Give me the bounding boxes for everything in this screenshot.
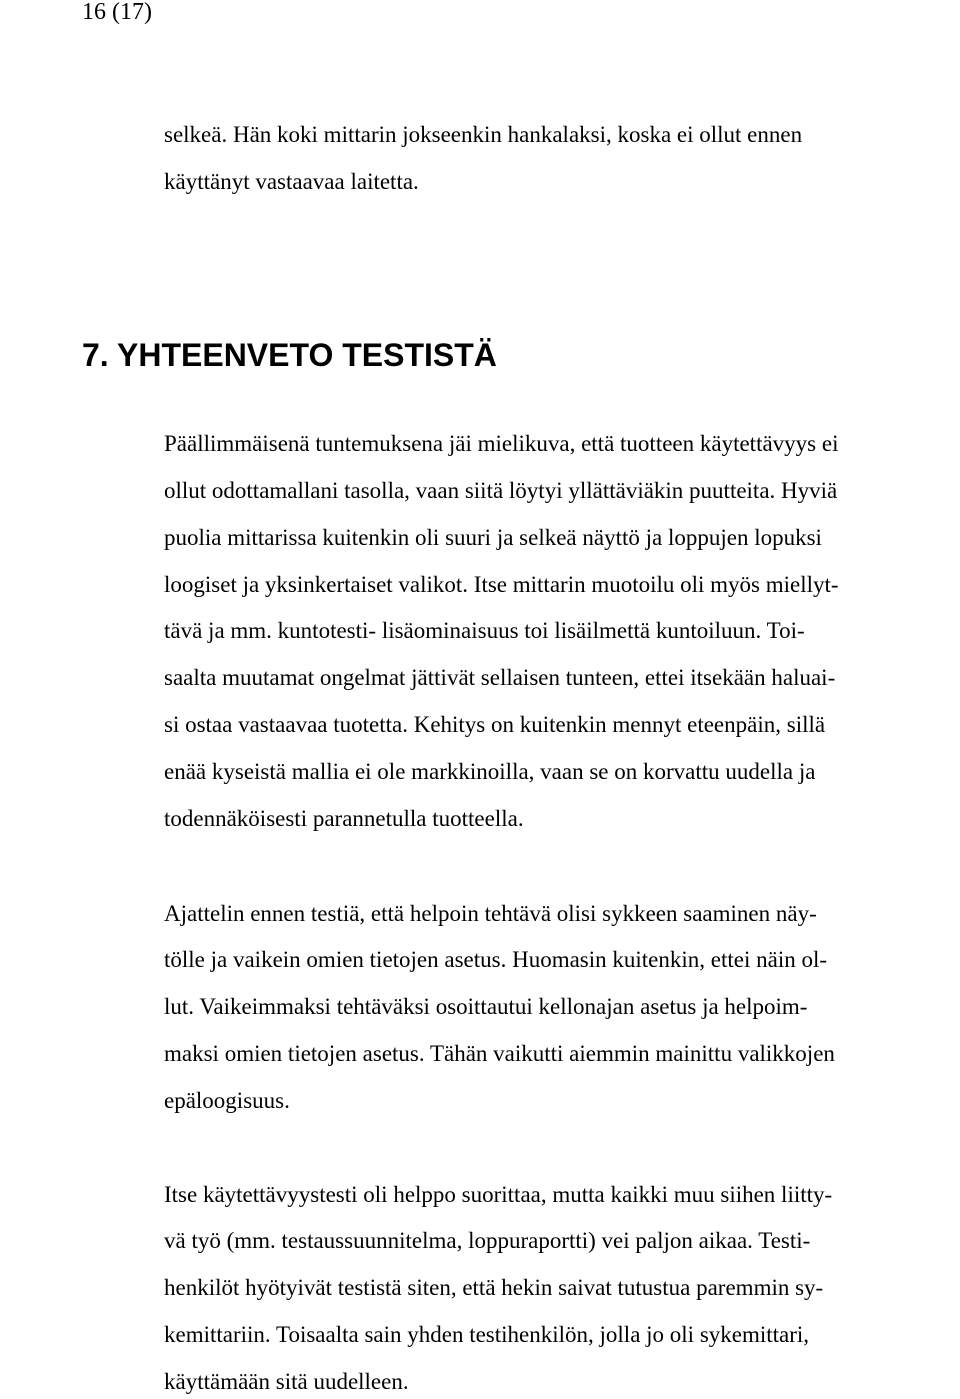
paragraph-2-line: epäloogisuus.: [164, 1088, 290, 1113]
intro-line-1: selkeä. Hän koki mittarin jokseenkin hankalaksi, koska ei ollut ennen: [164, 122, 803, 147]
intro-line-2: käyttänyt vastaavaa laitetta.: [164, 169, 419, 194]
paragraph-1-line: todennäköisesti parannetulla tuotteella.: [164, 806, 524, 831]
paragraph-1-line: loogiset ja yksinkertaiset valikot. Itse mittarin muotoilu oli myös miellyt-: [164, 572, 839, 597]
paragraph-1-line: saalta muutamat ongelmat jättivät sellaisen tunteen, ettei itsekään haluai-: [164, 665, 836, 690]
paragraph-2-line: tölle ja vaikein omien tietojen asetus. Huomasin kuitenkin, ettei näin ol-: [164, 947, 828, 972]
paragraph-2-line: Ajattelin ennen testiä, että helpoin tehtävä olisi sykkeen saaminen näy-: [164, 901, 817, 926]
paragraph-3-line: vä työ (mm. testaussuunnitelma, loppuraportti) vei paljon aikaa. Testi-: [164, 1228, 811, 1253]
paragraph-3-line: Itse käytettävyystesti oli helppo suorittaa, mutta kaikki muu siihen liitty-: [164, 1182, 833, 1207]
paragraph-1-line: si ostaa vastaavaa tuotetta. Kehitys on kuitenkin mennyt eteenpäin, sillä: [164, 712, 826, 737]
paragraph-2-line: maksi omien tietojen asetus. Tähän vaikutti aiemmin mainittu valikkojen: [164, 1041, 835, 1066]
paragraph-1-line: Päällimmäisenä tuntemuksena jäi mielikuva, että tuotteen käytettävyys ei: [164, 431, 839, 456]
paragraph-3-line: kemittariin. Toisaalta sain yhden testihenkilön, jolla jo oli sykemittari,: [164, 1322, 810, 1347]
paragraph-1-line: puolia mittarissa kuitenkin oli suuri ja selkeä näyttö ja loppujen lopuksi: [164, 525, 822, 550]
paragraph-1-line: ollut odottamallani tasolla, vaan siitä löytyi yllättäviäkin puutteita. Hyviä: [164, 478, 838, 503]
paragraph-1-line: tävä ja mm. kuntotesti- lisäominaisuus toi lisäilmettä kuntoiluun. Toi-: [164, 618, 805, 643]
section-heading: 7. YHTEENVETO TESTISTÄ: [82, 337, 497, 373]
paragraph-3-line: henkilöt hyötyivät testistä siten, että hekin saivat tutustua paremmin sy-: [164, 1275, 824, 1300]
paragraph-3-line: käyttämään sitä uudelleen.: [164, 1369, 409, 1394]
paragraph-2-line: lut. Vaikeimmaksi tehtäväksi osoittautui kellonajan asetus ja helpoim-: [164, 994, 808, 1019]
paragraph-1-line: enää kyseistä mallia ei ole markkinoilla, vaan se on korvattu uudella ja: [164, 759, 816, 784]
page-number: 16 (17): [82, 0, 152, 25]
